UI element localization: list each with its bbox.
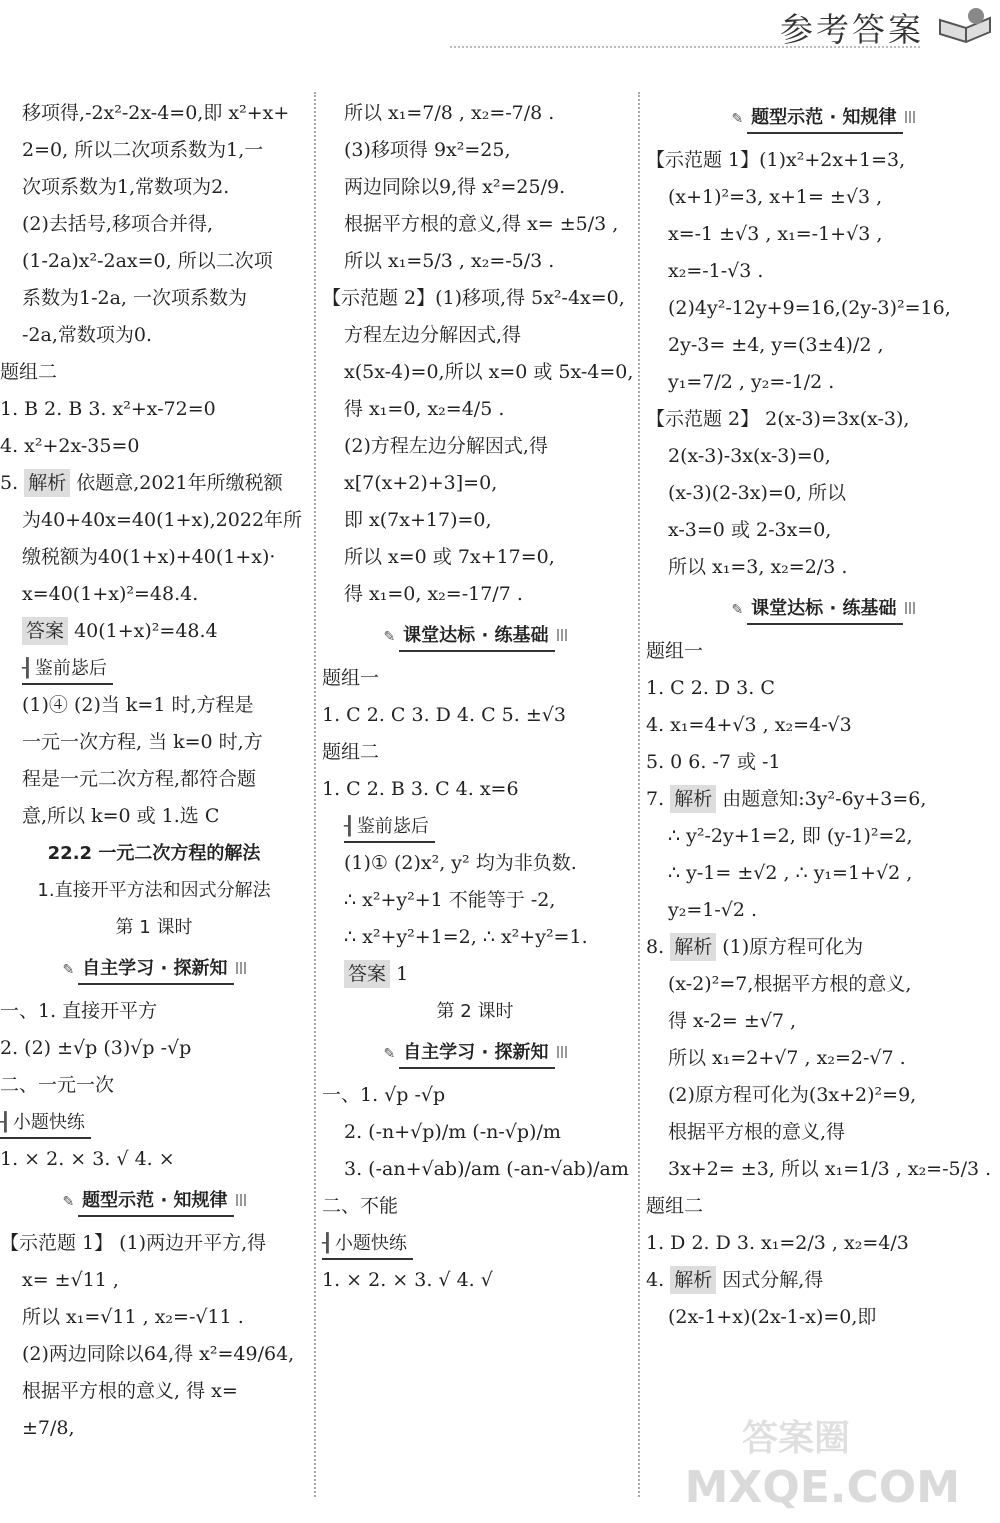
answer-line bbox=[0, 687, 308, 724]
line-text: 5. bbox=[0, 472, 19, 494]
line-text: 1.直接开平方法和因式分解法 bbox=[37, 880, 271, 901]
line-text: 移项得,-2x²-2x-4=0,即 x²+x+ bbox=[22, 102, 290, 124]
answer-line bbox=[646, 364, 1000, 401]
line-text: 一、1. √p -√p bbox=[322, 1084, 446, 1106]
answer-line bbox=[646, 327, 1000, 364]
answer-line bbox=[646, 179, 1000, 216]
answer-column-1 bbox=[0, 95, 308, 1447]
label-tag: 解析 bbox=[670, 785, 716, 813]
column-divider-2 bbox=[638, 92, 640, 1497]
line-text: 题组二 bbox=[0, 361, 58, 383]
line-text: 题组二 bbox=[322, 741, 380, 763]
tag-text: 40(1+x)²=48.4 bbox=[74, 620, 218, 642]
answer-column-3 bbox=[646, 95, 1000, 1336]
bars-icon bbox=[236, 1194, 246, 1206]
answer-line bbox=[322, 206, 628, 243]
answer-line bbox=[0, 317, 308, 354]
answer-line bbox=[322, 1114, 628, 1151]
sub-banner: ┨ 小题快练 bbox=[322, 1230, 413, 1260]
line-text: 22.2 一元二次方程的解法 bbox=[47, 843, 261, 864]
section-banner-label: 课堂达标 · 练基础 bbox=[747, 595, 902, 625]
label-tag: 答案 bbox=[22, 617, 68, 645]
section-banner bbox=[646, 590, 1000, 629]
section-banner bbox=[322, 1034, 628, 1073]
answer-line bbox=[0, 206, 308, 243]
answer-line bbox=[322, 771, 628, 808]
line-text: 根据平方根的意义, 得 x= bbox=[22, 1380, 238, 1402]
line-text: 7. bbox=[646, 788, 665, 810]
line-text: (2)两边同除以64,得 x²=49/64, bbox=[22, 1343, 295, 1365]
section-banner-label: 自主学习 · 探新知 bbox=[399, 1039, 554, 1069]
line-text: 即 x(7x+17)=0, bbox=[344, 509, 492, 531]
answer-line bbox=[322, 539, 628, 576]
sub-banner: ┨ 小题快练 bbox=[0, 1109, 91, 1139]
answer-line bbox=[646, 1114, 1000, 1151]
line-text: 5. 0 6. -7 或 -1 bbox=[646, 751, 781, 773]
column-divider-1 bbox=[314, 92, 316, 1497]
answer-line bbox=[0, 243, 308, 280]
tag-text: 因式分解,得 bbox=[722, 1269, 824, 1291]
answer-line bbox=[322, 1077, 628, 1114]
answer-line bbox=[322, 882, 628, 919]
line-text: 8. bbox=[646, 936, 665, 958]
answer-line bbox=[646, 744, 1000, 781]
line-text: 方程左边分解因式,得 bbox=[344, 324, 522, 346]
answer-line bbox=[646, 966, 1000, 1003]
answer-line bbox=[646, 401, 1000, 438]
line-text: 3x+2= ±3, 所以 x₁=1/3 , x₂=-5/3 . bbox=[668, 1158, 992, 1180]
line-text: 【示范题 1】(1)x²+2x+1=3, bbox=[646, 149, 906, 171]
tag-text: 1 bbox=[396, 963, 409, 985]
line-text: 所以 x₁=5/3 , x₂=-5/3 . bbox=[344, 250, 555, 272]
line-text: 所以 x₁=3, x₂=2/3 . bbox=[668, 556, 848, 578]
answer-line bbox=[0, 354, 308, 391]
answer-line bbox=[322, 845, 628, 882]
answer-line bbox=[0, 613, 308, 650]
answer-line bbox=[646, 1077, 1000, 1114]
answer-line bbox=[646, 1151, 1000, 1188]
answer-line bbox=[0, 1104, 308, 1141]
bars-icon bbox=[905, 111, 915, 123]
line-text: 【示范题 2】 2(x-3)=3x(x-3), bbox=[646, 408, 910, 430]
answer-line bbox=[0, 1262, 308, 1299]
line-text: 2(x-3)-3x(x-3)=0, bbox=[668, 445, 831, 467]
line-text: x(5x-4)=0,所以 x=0 或 5x-4=0, bbox=[344, 361, 634, 383]
line-text: 根据平方根的意义,得 x= ±5/3 , bbox=[344, 213, 619, 235]
line-text: 题组二 bbox=[646, 1195, 704, 1217]
answer-line bbox=[322, 1225, 628, 1262]
answer-line bbox=[322, 734, 628, 771]
line-text: 1. × 2. × 3. √ 4. × bbox=[0, 1148, 175, 1170]
pen-icon: ✎ bbox=[62, 1194, 75, 1210]
answer-line bbox=[0, 1373, 308, 1410]
line-text: 2. (2) ±√p (3)√p -√p bbox=[0, 1037, 192, 1059]
answer-line bbox=[0, 909, 308, 946]
answer-line bbox=[0, 1141, 308, 1178]
line-text: 所以 x₁=√11 , x₂=-√11 . bbox=[22, 1306, 244, 1328]
answer-line bbox=[322, 280, 628, 317]
line-text: 一、1. 直接开平方 bbox=[0, 1000, 158, 1022]
answer-line bbox=[646, 142, 1000, 179]
line-text: x[7(x+2)+3]=0, bbox=[344, 472, 498, 494]
line-text: -2a,常数项为0. bbox=[22, 324, 153, 346]
answer-line bbox=[646, 929, 1000, 966]
line-text: 两边同除以9,得 x²=25/9. bbox=[344, 176, 566, 198]
answer-line bbox=[322, 317, 628, 354]
bars-icon bbox=[905, 602, 915, 614]
line-text: 得 x₁=0, x₂=-17/7 . bbox=[344, 583, 523, 605]
answer-line bbox=[0, 95, 308, 132]
answer-line bbox=[322, 576, 628, 613]
answer-line bbox=[646, 1225, 1000, 1262]
line-text: 第 1 课时 bbox=[115, 917, 193, 938]
line-text: 一元一次方程, 当 k=0 时,方 bbox=[22, 731, 263, 753]
line-text: 4. x₁=4+√3 , x₂=4-√3 bbox=[646, 714, 852, 736]
line-text: 4. bbox=[646, 1269, 665, 1291]
line-text: 1. C 2. B 3. C 4. x=6 bbox=[322, 778, 519, 800]
line-text: 2y-3= ±4, y=(3±4)/2 , bbox=[668, 334, 884, 356]
answer-line bbox=[646, 1003, 1000, 1040]
pen-icon: ✎ bbox=[731, 111, 744, 127]
section-banner bbox=[322, 617, 628, 656]
line-text: 1. C 2. D 3. C bbox=[646, 677, 775, 699]
line-text: (x+1)²=3, x+1= ±√3 , bbox=[668, 186, 883, 208]
line-text: 题组一 bbox=[646, 640, 704, 662]
line-text: 【示范题 2】(1)移项,得 5x²-4x=0, bbox=[322, 287, 625, 309]
pen-icon: ✎ bbox=[62, 962, 75, 978]
label-tag: 答案 bbox=[344, 960, 390, 988]
tag-text: 依题意,2021年所缴税额 bbox=[76, 472, 283, 494]
answer-line bbox=[646, 512, 1000, 549]
answer-line bbox=[0, 872, 308, 909]
header-title: 参考答案 bbox=[780, 10, 924, 49]
sub-banner: ┨ 鉴前毖后 bbox=[22, 655, 113, 685]
line-text: ±7/8, bbox=[22, 1417, 75, 1439]
answer-line bbox=[0, 1067, 308, 1104]
line-text: x=-1 ±√3 , x₁=-1+√3 , bbox=[668, 223, 883, 245]
answer-line bbox=[0, 798, 308, 835]
answer-line bbox=[0, 1030, 308, 1067]
answer-line bbox=[322, 243, 628, 280]
line-text: 3. (-an+√ab)/am (-an-√ab)/am bbox=[344, 1158, 629, 1180]
line-text: 意,所以 k=0 或 1.选 C bbox=[22, 805, 220, 827]
line-text: 题组一 bbox=[322, 667, 380, 689]
answer-line bbox=[0, 428, 308, 465]
answer-line bbox=[0, 761, 308, 798]
line-text: 2=0, 所以二次项系数为1,一 bbox=[22, 139, 264, 161]
bars-icon bbox=[557, 629, 567, 641]
section-banner-label: 自主学习 · 探新知 bbox=[78, 955, 233, 985]
answer-line bbox=[322, 132, 628, 169]
line-text: (x-3)(2-3x)=0, 所以 bbox=[668, 482, 846, 504]
answer-line bbox=[646, 707, 1000, 744]
answer-line bbox=[322, 95, 628, 132]
answer-line bbox=[646, 1299, 1000, 1336]
answer-line bbox=[322, 993, 628, 1030]
line-text: (x-2)²=7,根据平方根的意义, bbox=[668, 973, 912, 995]
line-text: 二、一元一次 bbox=[0, 1074, 115, 1096]
line-text: x-3=0 或 2-3x=0, bbox=[668, 519, 832, 541]
line-text: 为40+40x=40(1+x),2022年所 bbox=[22, 509, 303, 531]
answer-line bbox=[0, 502, 308, 539]
answer-line bbox=[322, 169, 628, 206]
answer-line bbox=[0, 132, 308, 169]
line-text: 4. x²+2x-35=0 bbox=[0, 435, 140, 457]
line-text: 第 2 课时 bbox=[436, 1001, 514, 1022]
answer-line bbox=[322, 919, 628, 956]
answer-line bbox=[0, 539, 308, 576]
answer-line bbox=[0, 650, 308, 687]
answer-line bbox=[0, 169, 308, 206]
line-text: (2x-1+x)(2x-1-x)=0,即 bbox=[668, 1306, 877, 1328]
answer-line bbox=[0, 391, 308, 428]
answer-line bbox=[0, 1410, 308, 1447]
pen-icon: ✎ bbox=[383, 1046, 396, 1062]
answer-line bbox=[646, 253, 1000, 290]
answer-line bbox=[646, 781, 1000, 818]
line-text: ∴ y²-2y+1=2, 即 (y-1)²=2, bbox=[668, 825, 913, 847]
line-text: 系数为1-2a, 一次项系数为 bbox=[22, 287, 248, 309]
bars-icon bbox=[557, 1046, 567, 1058]
line-text: y₁=7/2 , y₂=-1/2 . bbox=[668, 371, 835, 393]
answer-line bbox=[646, 818, 1000, 855]
answer-line bbox=[646, 855, 1000, 892]
answer-line bbox=[646, 633, 1000, 670]
answer-line bbox=[0, 465, 308, 502]
answer-line bbox=[646, 475, 1000, 512]
section-banner-label: 题型示范 · 知规律 bbox=[747, 104, 902, 134]
pen-icon: ✎ bbox=[383, 629, 396, 645]
answer-line bbox=[322, 1262, 628, 1299]
answer-line bbox=[322, 502, 628, 539]
watermark-text: MXQE.COM bbox=[684, 1462, 960, 1513]
line-text: x₂=-1-√3 . bbox=[668, 260, 764, 282]
answer-line bbox=[646, 290, 1000, 327]
line-text: 1. C 2. C 3. D 4. C 5. ±√3 bbox=[322, 704, 566, 726]
section-banner-label: 题型示范 · 知规律 bbox=[78, 1187, 233, 1217]
line-text: 得 x-2= ±√7 , bbox=[668, 1010, 797, 1032]
answer-line bbox=[646, 892, 1000, 929]
answer-line bbox=[0, 1225, 308, 1262]
answer-line bbox=[646, 216, 1000, 253]
line-text: 2. (-n+√p)/m (-n-√p)/m bbox=[344, 1121, 561, 1143]
line-text: 二、不能 bbox=[322, 1195, 399, 1217]
line-text: ∴ y-1= ±√2 , ∴ y₁=1+√2 , bbox=[668, 862, 913, 884]
section-banner-label: 课堂达标 · 练基础 bbox=[399, 622, 554, 652]
answer-line bbox=[0, 724, 308, 761]
book-icon bbox=[936, 4, 994, 48]
line-text: (3)移项得 9x²=25, bbox=[344, 139, 511, 161]
section-banner bbox=[646, 99, 1000, 138]
line-text: 根据平方根的意义,得 bbox=[668, 1121, 846, 1143]
answer-line bbox=[646, 1188, 1000, 1225]
sub-banner: ┨ 鉴前毖后 bbox=[344, 813, 435, 843]
watermark-text-cn: 答案圈 bbox=[741, 1418, 850, 1459]
line-text: 缴税额为40(1+x)+40(1+x)· bbox=[22, 546, 276, 568]
answer-line bbox=[322, 428, 628, 465]
section-banner bbox=[0, 950, 308, 989]
label-tag: 解析 bbox=[24, 469, 70, 497]
answer-line bbox=[322, 697, 628, 734]
answer-line bbox=[0, 576, 308, 613]
answer-line bbox=[646, 1040, 1000, 1077]
answer-line bbox=[322, 1151, 628, 1188]
page-header bbox=[0, 0, 1000, 60]
answer-line bbox=[646, 438, 1000, 475]
answer-line bbox=[322, 391, 628, 428]
line-text: 1. B 2. B 3. x²+x-72=0 bbox=[0, 398, 216, 420]
line-text: 1. × 2. × 3. √ 4. √ bbox=[322, 1269, 493, 1291]
label-tag: 解析 bbox=[670, 933, 716, 961]
line-text: (2)原方程可化为(3x+2)²=9, bbox=[668, 1084, 917, 1106]
line-text: 所以 x₁=2+√7 , x₂=2-√7 . bbox=[668, 1047, 906, 1069]
answer-line bbox=[0, 1336, 308, 1373]
line-text: 1. D 2. D 3. x₁=2/3 , x₂=4/3 bbox=[646, 1232, 909, 1254]
answer-line bbox=[322, 660, 628, 697]
line-text: ∴ x²+y²+1 不能等于 -2, bbox=[344, 889, 556, 911]
tag-text: 由题意知:3y²-6y+3=6, bbox=[722, 788, 927, 810]
line-text: 次项系数为1,常数项为2. bbox=[22, 176, 230, 198]
line-text: (1)① (2)x², y² 均为非负数. bbox=[344, 852, 577, 874]
line-text: x= ±√11 , bbox=[22, 1269, 119, 1291]
bars-icon bbox=[236, 962, 246, 974]
pen-icon: ✎ bbox=[731, 602, 744, 618]
line-text: 所以 x₁=7/8 , x₂=-7/8 . bbox=[344, 102, 555, 124]
answer-line bbox=[322, 354, 634, 391]
answer-line bbox=[646, 549, 1000, 586]
line-text: x=40(1+x)²=48.4. bbox=[22, 583, 199, 605]
label-tag: 解析 bbox=[670, 1266, 716, 1294]
line-text: y₂=1-√2 . bbox=[668, 899, 758, 921]
answer-line bbox=[322, 808, 628, 845]
line-text: 得 x₁=0, x₂=4/5 . bbox=[344, 398, 505, 420]
line-text: 所以 x=0 或 7x+17=0, bbox=[344, 546, 555, 568]
answer-line bbox=[0, 1299, 308, 1336]
answer-column-2 bbox=[322, 95, 634, 1299]
answer-line bbox=[646, 670, 1000, 707]
line-text: ∴ x²+y²+1=2, ∴ x²+y²=1. bbox=[344, 926, 588, 948]
line-text: (2)去括号,移项合并得, bbox=[22, 213, 213, 235]
line-text: (2)4y²-12y+9=16,(2y-3)²=16, bbox=[668, 297, 951, 319]
answer-line bbox=[322, 1188, 628, 1225]
line-text: 【示范题 1】 (1)两边开平方,得 bbox=[0, 1232, 267, 1254]
line-text: (1)④ (2)当 k=1 时,方程是 bbox=[22, 694, 254, 716]
answer-line bbox=[0, 835, 308, 872]
answer-line bbox=[322, 956, 628, 993]
line-text: (2)方程左边分解因式,得 bbox=[344, 435, 548, 457]
answer-line bbox=[322, 465, 628, 502]
answer-line bbox=[646, 1262, 1000, 1299]
answer-line bbox=[0, 993, 308, 1030]
line-text: 程是一元二次方程,都符合题 bbox=[22, 768, 257, 790]
line-text: (1-2a)x²-2ax=0, 所以二次项 bbox=[22, 250, 273, 272]
tag-text: (1)原方程可化为 bbox=[722, 936, 864, 958]
answer-line bbox=[0, 280, 308, 317]
section-banner bbox=[0, 1182, 308, 1221]
